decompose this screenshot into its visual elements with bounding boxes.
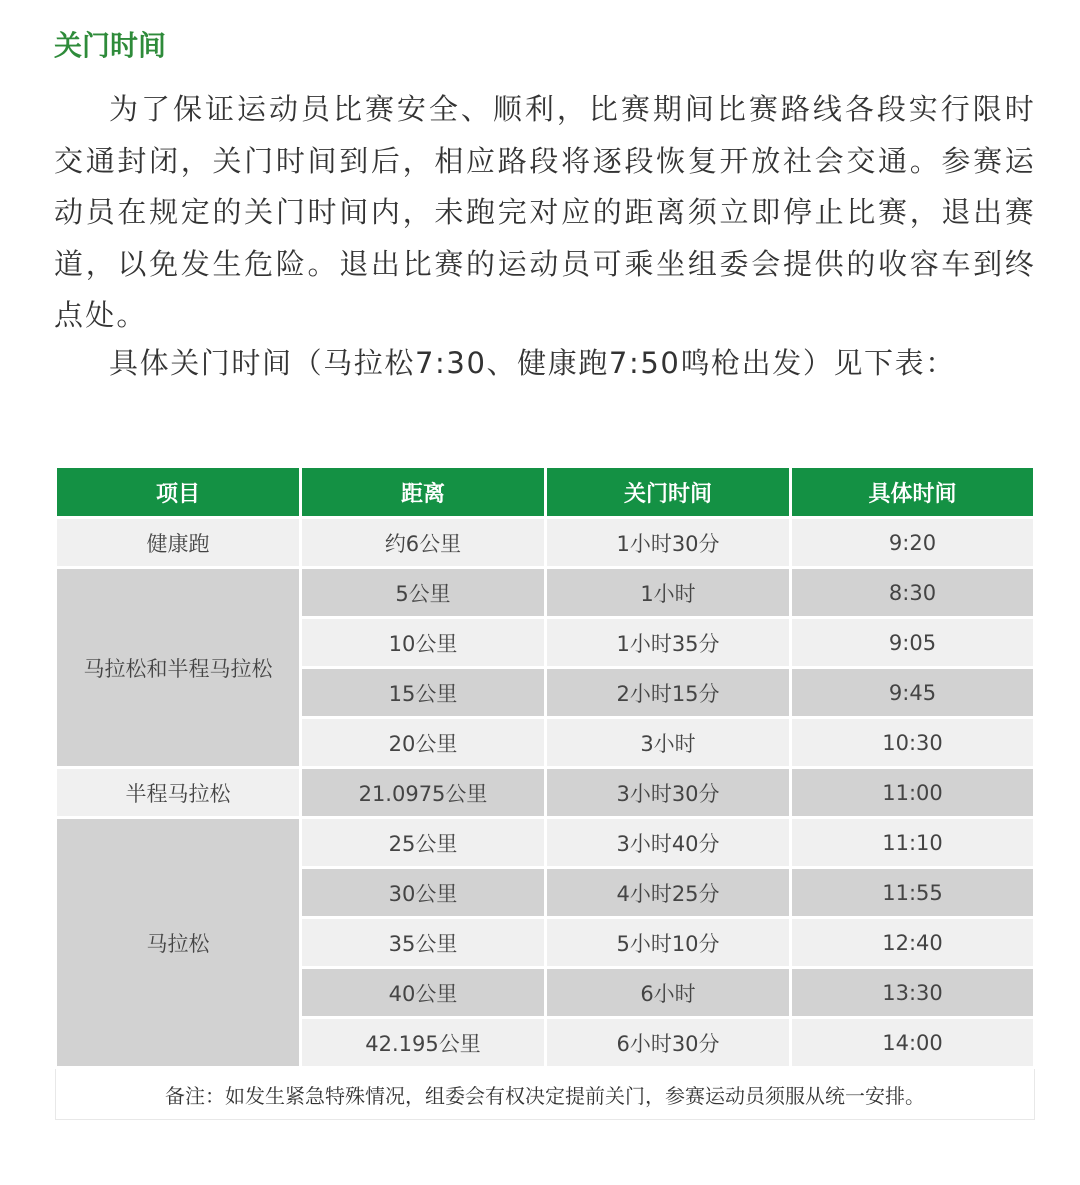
event-cell: 健康跑 <box>56 518 301 568</box>
cutoff-cell: 3小时30分 <box>546 768 791 818</box>
cutoff-cell: 4小时25分 <box>546 868 791 918</box>
header-clock-time: 具体时间 <box>791 467 1035 518</box>
intro-paragraph: 为了保证运动员比赛安全、顺利，比赛期间比赛路线各段实行限时交通封闭，关门时间到后，相应路段将逐段恢复开放社会交通。参赛运动员在规定的关门时间内，未跑完对应的距离须立即停止比赛，退出赛道，以免发生危险。退出比赛的运动员可乘坐组委会提供的收容车到终点处。 <box>54 92 1036 332</box>
distance-cell: 20公里 <box>301 718 546 768</box>
table-row <box>56 818 1035 868</box>
cutoff-cell: 1小时30分 <box>546 518 791 568</box>
clock-time-cell: 8:30 <box>791 568 1035 618</box>
distance-cell: 35公里 <box>301 918 546 968</box>
distance-cell: 42.195公里 <box>301 1018 546 1068</box>
event-cell: 马拉松 <box>56 818 301 1068</box>
distance-cell: 约6公里 <box>301 518 546 568</box>
header-event: 项目 <box>56 467 301 518</box>
header-distance: 距离 <box>301 467 546 518</box>
clock-time-cell: 10:30 <box>791 718 1035 768</box>
clock-time-cell: 12:40 <box>791 918 1035 968</box>
cutoff-cell: 3小时 <box>546 718 791 768</box>
cutoff-time-table <box>54 465 1036 1120</box>
cutoff-cell: 6小时 <box>546 968 791 1018</box>
table-header-row <box>56 467 1035 518</box>
clock-time-cell: 11:55 <box>791 868 1035 918</box>
distance-cell: 10公里 <box>301 618 546 668</box>
clock-time-cell: 11:00 <box>791 768 1035 818</box>
clock-time-cell: 13:30 <box>791 968 1035 1018</box>
cutoff-cell: 2小时15分 <box>546 668 791 718</box>
table-row <box>56 568 1035 618</box>
cutoff-cell: 5小时10分 <box>546 918 791 968</box>
table-row <box>56 768 1035 818</box>
table-row <box>56 518 1035 568</box>
clock-time-cell: 9:45 <box>791 668 1035 718</box>
table-intro-paragraph: 具体关门时间（马拉松7:30、健康跑7:50鸣枪出发）见下表： <box>109 346 956 380</box>
distance-cell: 15公里 <box>301 668 546 718</box>
event-cell: 马拉松和半程马拉松 <box>56 568 301 768</box>
cutoff-cell: 3小时40分 <box>546 818 791 868</box>
distance-cell: 25公里 <box>301 818 546 868</box>
table-note-row <box>56 1068 1035 1120</box>
clock-time-cell: 9:20 <box>791 518 1035 568</box>
distance-cell: 40公里 <box>301 968 546 1018</box>
cutoff-cell: 1小时35分 <box>546 618 791 668</box>
table-note: 备注：如发生紧急特殊情况，组委会有权决定提前关门，参赛运动员须服从统一安排。 <box>56 1068 1035 1120</box>
distance-cell: 30公里 <box>301 868 546 918</box>
cutoff-cell: 1小时 <box>546 568 791 618</box>
section-heading: 关门时间 <box>54 29 167 62</box>
clock-time-cell: 11:10 <box>791 818 1035 868</box>
clock-time-cell: 9:05 <box>791 618 1035 668</box>
clock-time-cell: 14:00 <box>791 1018 1035 1068</box>
distance-cell: 21.0975公里 <box>301 768 546 818</box>
cutoff-cell: 6小时30分 <box>546 1018 791 1068</box>
distance-cell: 5公里 <box>301 568 546 618</box>
event-cell: 半程马拉松 <box>56 768 301 818</box>
header-cutoff: 关门时间 <box>546 467 791 518</box>
